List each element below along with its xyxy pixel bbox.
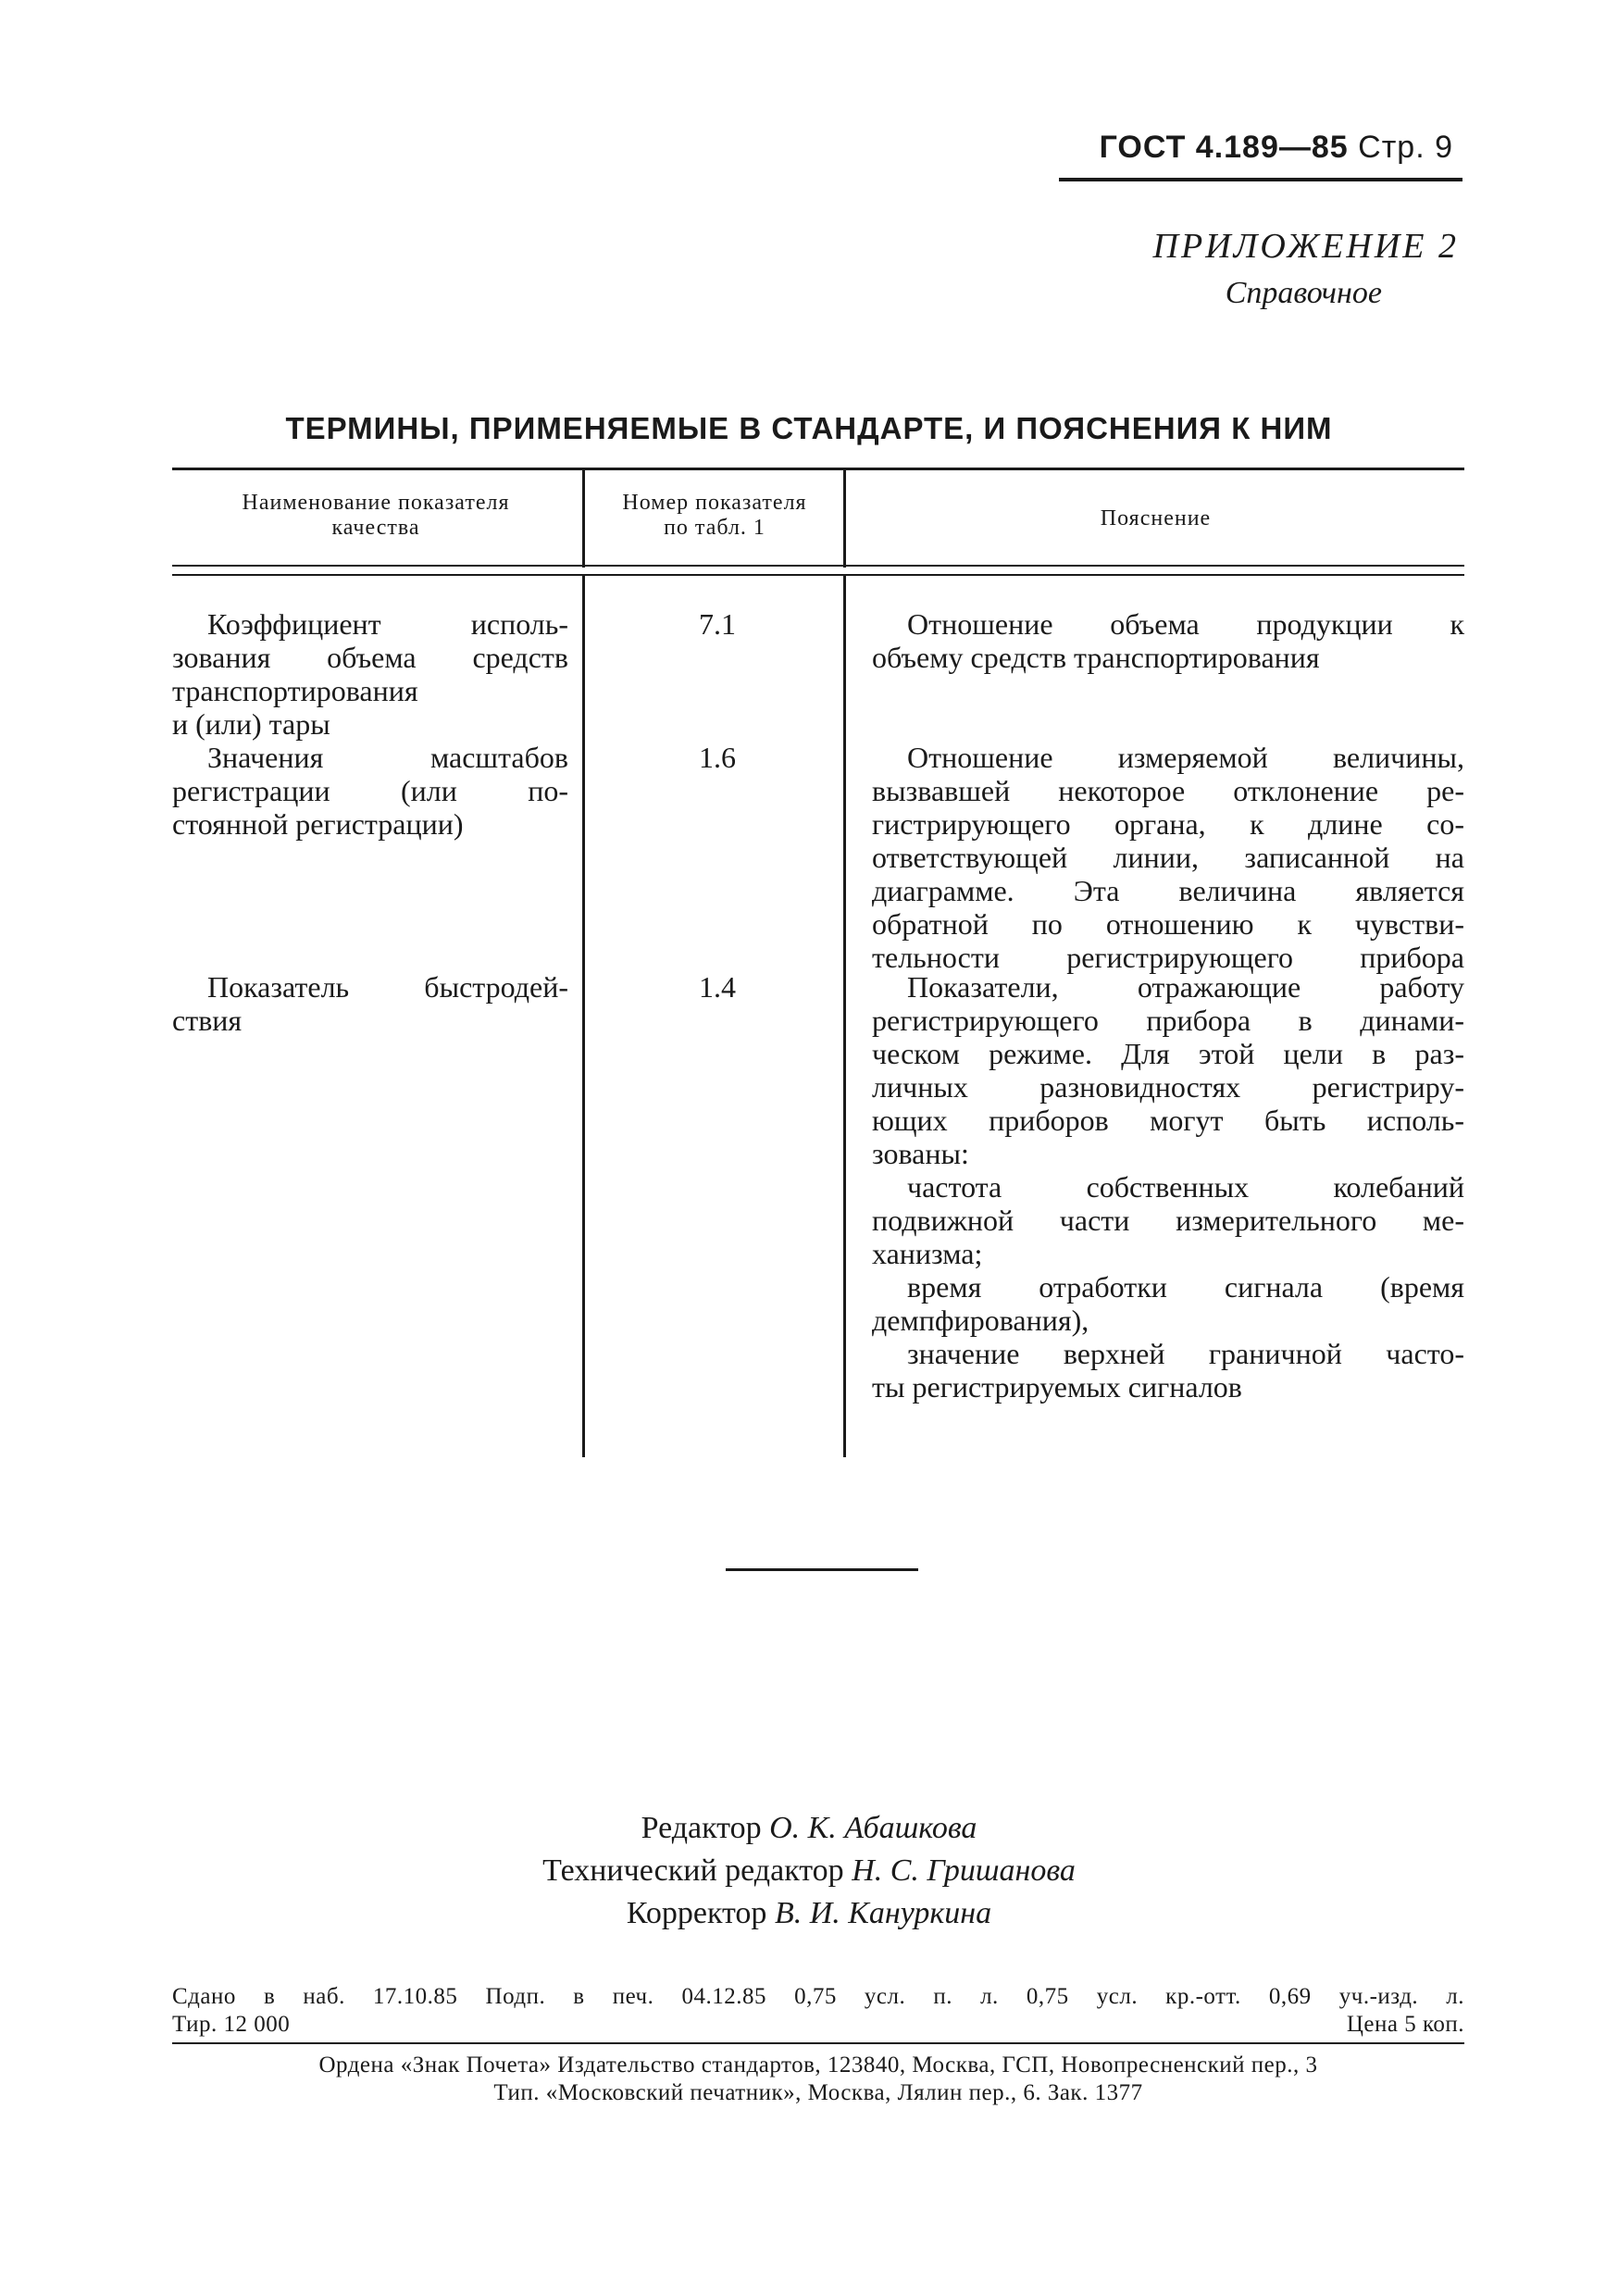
column-header-explanation-line1: Пояснение — [1100, 506, 1212, 530]
term-line: стоянной регистрации) — [172, 807, 464, 841]
standard-header — [1100, 130, 1453, 166]
tech-editor-label: Технический редактор — [542, 1853, 844, 1888]
imprint-rule — [172, 2042, 1464, 2044]
table-row-2-number: 1.6 — [699, 741, 736, 774]
column-header-number-line2: по табл. 1 — [664, 516, 765, 540]
table-col-divider-2-body — [843, 576, 846, 1457]
imprint-circulation-price — [172, 2011, 1464, 2039]
explanation-line: ты регистрируемых сигналов — [872, 1370, 1242, 1404]
table-row-3-explanation — [872, 970, 1464, 1404]
tech-editor-line — [0, 1850, 1618, 1892]
table-header-rule-1 — [172, 565, 1464, 567]
table-row-2-explanation — [872, 741, 1464, 974]
explanation-line: ческом режиме. Для этой цели в раз- — [872, 1037, 1464, 1070]
explanation-line: зованы: — [872, 1137, 969, 1170]
table-row-2-term — [172, 741, 568, 841]
column-header-term-line1: Наименование показателя — [242, 491, 510, 515]
explanation-line: тельности регистрирующего прибора — [872, 941, 1464, 974]
price: Цена 5 коп. — [1346, 2012, 1464, 2037]
explanation-line: ответствующей линии, записанной на — [872, 841, 1464, 874]
explanation-line: Показатели, отражающие работу — [907, 970, 1464, 1004]
term-line: ствия — [172, 1004, 243, 1037]
table-row-1-number: 7.1 — [699, 607, 736, 641]
table-col-divider-1 — [582, 468, 585, 568]
page-number: Стр. 9 — [1358, 130, 1453, 165]
column-header-explanation — [847, 506, 1464, 531]
explanation-line: вызвавшей некоторое отклонение ре- — [872, 774, 1464, 807]
column-header-term-line2: качества — [331, 516, 420, 540]
term-line: и (или) тары — [172, 707, 330, 741]
term-line: Значения масштабов — [207, 741, 568, 774]
explanation-line: Отношение измеряемой величины, — [907, 741, 1464, 774]
column-header-term — [172, 491, 579, 541]
standard-number: ГОСТ 4.189—85 — [1099, 130, 1349, 165]
publisher-line: Ордена «Знак Почета» Издательство стандартов, 123840, Москва, ГСП, Новопресненский пер., 3 — [318, 2053, 1318, 2078]
imprint-dates: Сдано в наб. 17.10.85 Подп. в печ. 04.12.85 0,75 усл. п. л. 0,75 усл. кр.-отт. 0,69 уч.-изд. л. — [172, 1984, 1464, 2009]
appendix-title: ПРИЛОЖЕНИЕ 2 — [1152, 227, 1459, 266]
term-line: Коэффициент исполь- — [207, 607, 568, 641]
table-row-1-term — [172, 607, 568, 741]
appendix-type: Справочное — [1225, 276, 1382, 310]
editor-line — [0, 1807, 1618, 1850]
explanation-line: значение верхней граничной часто- — [907, 1337, 1464, 1370]
table-row-1-explanation — [872, 607, 1464, 674]
explanation-line: обратной по отношению к чувстви- — [872, 907, 1464, 941]
column-header-number-line1: Номер показателя — [622, 491, 807, 515]
explanation-line: ханизма; — [872, 1237, 983, 1270]
explanation-line: Отношение объема продукции к — [907, 607, 1464, 641]
table-row-3-term — [172, 970, 568, 1037]
credits — [0, 1807, 1618, 1935]
tech-editor-name: Н. С. Гришанова — [852, 1853, 1076, 1888]
term-line: зования объема средств — [172, 641, 568, 674]
circulation: Тир. 12 000 — [172, 2012, 291, 2037]
explanation-line: время отработки сигнала (время — [907, 1270, 1464, 1304]
corrector-line — [0, 1892, 1618, 1935]
explanation-line: гистрирующего органа, к длине со- — [872, 807, 1464, 841]
section-end-rule — [726, 1568, 918, 1571]
table-col-divider-2 — [843, 468, 846, 568]
corrector-label: Корректор — [626, 1896, 767, 1930]
explanation-line: объему средств транспортирования — [872, 641, 1320, 674]
corrector-name: В. И. Кануркина — [774, 1896, 992, 1930]
table-header-rule-2 — [172, 574, 1464, 576]
explanation-line: диаграмме. Эта величина является — [872, 874, 1464, 907]
explanation-line: регистрирующего прибора в динами- — [872, 1004, 1464, 1037]
editor-label: Редактор — [641, 1811, 762, 1845]
explanation-line: подвижной части измерительного ме- — [872, 1204, 1464, 1237]
explanation-line: ющих приборов могут быть исполь- — [872, 1104, 1464, 1137]
explanation-line: личных разновидностях регистриру- — [872, 1070, 1464, 1104]
table-top-rule — [172, 468, 1464, 470]
explanation-line: демпфирования), — [872, 1304, 1089, 1337]
header-rule — [1059, 178, 1462, 181]
printer-line: Тип. «Московский печатник», Москва, Лялин пер., 6. Зак. 1377 — [493, 2080, 1143, 2105]
explanation-line: частота собственных колебаний — [907, 1170, 1464, 1204]
term-line: Показатель быстродей- — [207, 970, 568, 1004]
table-row-3-number: 1.4 — [699, 970, 736, 1004]
editor-name: О. К. Абашкова — [769, 1811, 977, 1845]
term-line: регистрации (или по- — [172, 774, 568, 807]
table-col-divider-1-body — [582, 576, 585, 1457]
term-line: транспортирования — [172, 674, 418, 707]
column-header-number — [586, 491, 843, 541]
section-title: ТЕРМИНЫ, ПРИМЕНЯЕМЫЕ В СТАНДАРТЕ, И ПОЯСНЕНИЯ К НИМ — [285, 411, 1333, 445]
